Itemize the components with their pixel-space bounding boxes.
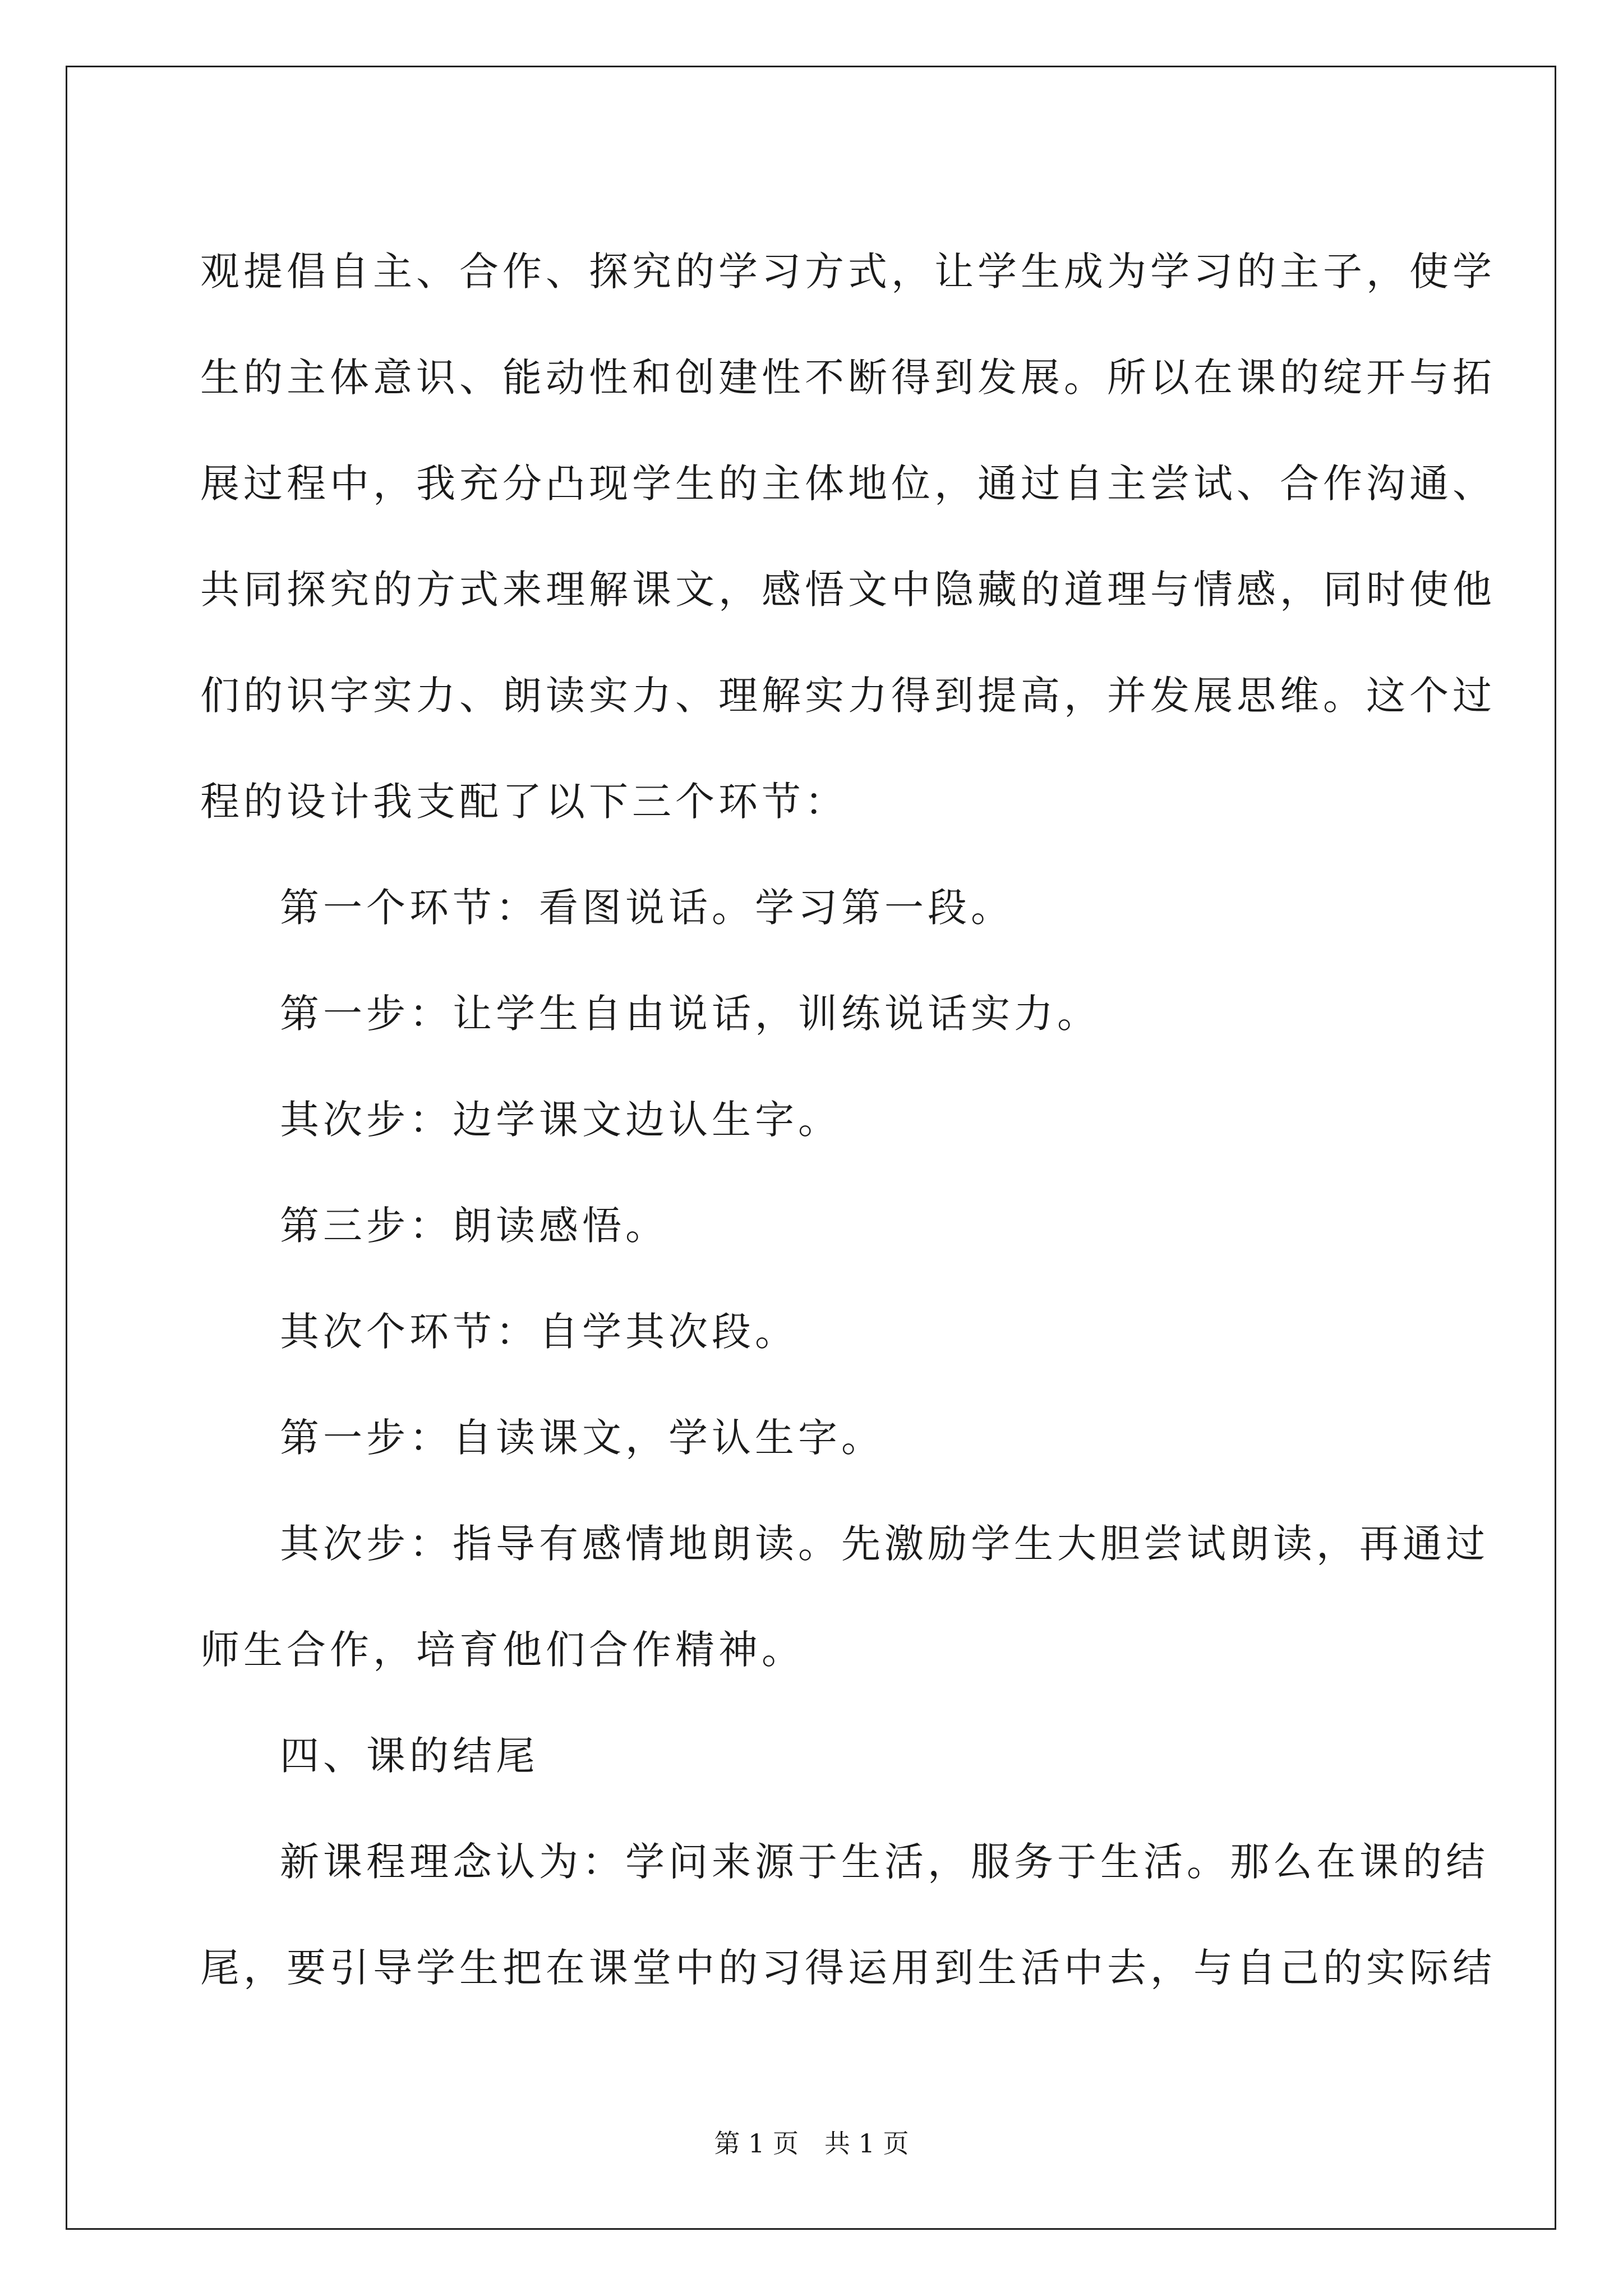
- section-heading: 第一个环节：看图说话。学习第一段。: [280, 885, 1014, 931]
- text-line: 尾，要引导学生把在课堂中的习得运用到生活中去，与自己的实际结: [200, 1945, 1496, 1991]
- text-line: 们的识字实力、朗读实力、理解实力得到提高，并发展思维。这个过: [200, 673, 1496, 719]
- page-footer: 第 1 页 共 1 页: [714, 2128, 909, 2159]
- step-line: 第一步：让学生自由说话，训练说话实力。: [280, 991, 1100, 1037]
- text-line: 新课程理念认为：学问来源于生活，服务于生活。那么在课的结: [280, 1839, 1489, 1885]
- text-line: 共同探究的方式来理解课文，感悟文中隐藏的道理与情感，同时使他: [200, 567, 1496, 613]
- document-body: [200, 219, 1496, 2021]
- step-line: 第一步：自读课文，学认生字。: [280, 1415, 884, 1461]
- step-line: 第三步：朗读感悟。: [280, 1203, 668, 1249]
- text-line: 观提倡自主、合作、探究的学习方式，让学生成为学习的主子，使学: [200, 249, 1496, 295]
- text-line: 生的主体意识、能动性和创建性不断得到发展。所以在课的绽开与拓: [200, 355, 1496, 401]
- section-heading: 其次个环节：自学其次段。: [280, 1309, 798, 1355]
- text-line: 师生合作，培育他们合作精神。: [200, 1627, 805, 1673]
- text-line: 展过程中，我充分凸现学生的主体地位，通过自主尝试、合作沟通、: [200, 461, 1496, 507]
- text-line: 程的设计我支配了以下三个环节：: [200, 779, 848, 825]
- step-line: 其次步：边学课文边认生字。: [280, 1097, 841, 1143]
- step-line: 其次步：指导有感情地朗读。先激励学生大胆尝试朗读，再通过: [280, 1521, 1489, 1567]
- section-heading: 四、课的结尾: [280, 1733, 539, 1779]
